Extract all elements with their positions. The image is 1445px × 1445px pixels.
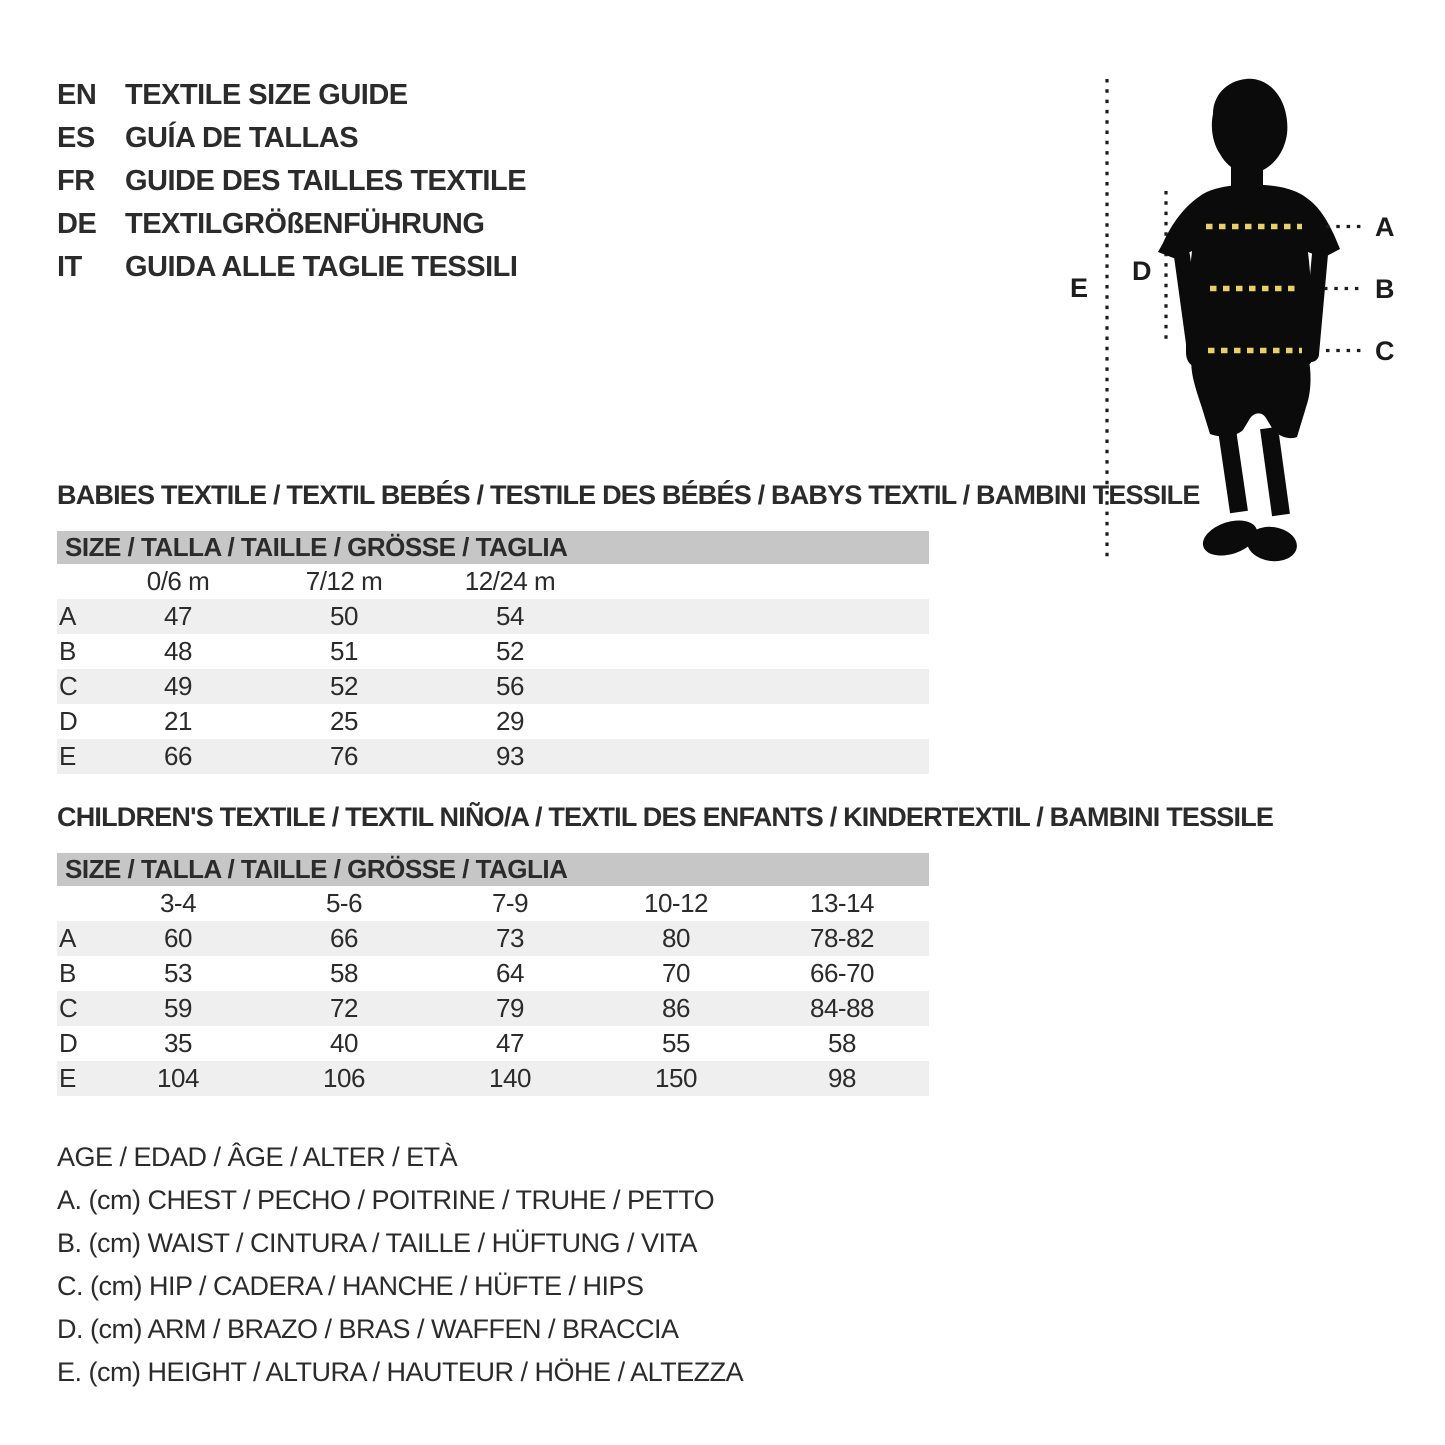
language-row-en	[57, 74, 526, 117]
cell-value: 29	[496, 706, 524, 736]
guide-title: GUÍA DE TALLAS	[125, 122, 359, 154]
cell-value: 86	[662, 993, 690, 1023]
cell-value: 80	[662, 923, 690, 953]
guide-title: GUIDE DES TAILLES TEXTILE	[125, 165, 527, 197]
table-row-c	[57, 991, 929, 1026]
filler-cell	[593, 634, 929, 669]
cell-value: 49	[164, 671, 192, 701]
cell-value: 58	[828, 1028, 856, 1058]
legend-waist: B. (cm) WAIST / CINTURA / TAILLE / HÜFTUNG / VITA	[57, 1228, 698, 1258]
cell-value: 54	[496, 601, 524, 631]
table-row-b	[57, 634, 929, 669]
language-row-it	[57, 246, 526, 289]
row-label: D	[59, 1028, 78, 1058]
table-row-a	[57, 921, 929, 956]
language-code: EN	[57, 79, 97, 111]
filler-cell	[593, 599, 929, 634]
cell-value: 79	[496, 993, 524, 1023]
guide-title: TEXTILGRÖßENFÜHRUNG	[125, 208, 485, 240]
cell-value: 72	[330, 993, 358, 1023]
legend-height: E. (cm) HEIGHT / ALTURA / HAUTEUR / HÖHE / ALTEZZA	[57, 1357, 744, 1387]
babies-column-header-row	[57, 564, 929, 599]
row-label: A	[59, 601, 76, 631]
column-header: 0/6 m	[146, 566, 210, 596]
column-header: 12/24 m	[464, 566, 556, 596]
filler-cell	[925, 1061, 929, 1096]
language-row-es	[57, 117, 526, 160]
cell-value: 35	[164, 1028, 192, 1058]
waist-label-b: B	[1375, 274, 1394, 304]
cell-value: 51	[330, 636, 358, 666]
row-label: B	[59, 958, 76, 988]
guide-title: GUIDA ALLE TAGLIE TESSILI	[125, 251, 518, 283]
cell-value: 58	[330, 958, 358, 988]
table-row-b	[57, 956, 929, 991]
column-header: 3-4	[159, 888, 197, 918]
cell-value: 25	[330, 706, 358, 736]
column-header: 10-12	[644, 888, 708, 918]
row-label: A	[59, 923, 76, 953]
column-header: 5-6	[325, 888, 363, 918]
table-row-c	[57, 669, 929, 704]
column-header: 7-9	[491, 888, 529, 918]
babies-section-title: BABIES TEXTILE / TEXTIL BEBÉS / TESTILE DES BÉBÉS / BABYS TEXTIL / BAMBINI TESSILE	[57, 480, 1200, 510]
row-label: C	[59, 993, 78, 1023]
cell-value: 48	[164, 636, 192, 666]
silhouette-shorts	[1191, 356, 1310, 438]
cell-value: 104	[157, 1063, 199, 1093]
children-column-header-row	[57, 886, 929, 921]
children-section-title: CHILDREN'S TEXTILE / TEXTIL NIÑO/A / TEXTIL DES ENFANTS / KINDERTEXTIL / BAMBINI TESSILE	[57, 802, 1274, 832]
cell-value: 55	[662, 1028, 690, 1058]
filler-cell	[925, 921, 929, 956]
cell-value: 60	[164, 923, 192, 953]
table-row-d	[57, 704, 929, 739]
cell-value: 150	[655, 1063, 697, 1093]
language-code: FR	[57, 165, 95, 197]
hip-label-c: C	[1375, 336, 1394, 366]
language-row-fr	[57, 160, 526, 203]
filler-cell	[593, 669, 929, 704]
cell-value: 53	[164, 958, 192, 988]
cell-value: 40	[330, 1028, 358, 1058]
cell-value: 52	[496, 636, 524, 666]
filler-cell	[593, 564, 929, 599]
height-label-e: E	[1070, 273, 1088, 303]
table-row-e	[57, 739, 929, 774]
measurement-figure	[1050, 60, 1445, 600]
cell-value: 84-88	[810, 993, 874, 1023]
filler-cell	[925, 991, 929, 1026]
cell-value: 98	[828, 1063, 856, 1093]
language-code: DE	[57, 208, 97, 240]
cell-value: 50	[330, 601, 358, 631]
cell-value: 56	[496, 671, 524, 701]
legend-chest: A. (cm) CHEST / PECHO / POITRINE / TRUHE / PETTO	[57, 1185, 715, 1215]
column-header: 7/12 m	[305, 566, 383, 596]
column-header: 13-14	[810, 888, 874, 918]
corner-cell	[57, 564, 95, 599]
cell-value: 140	[489, 1063, 531, 1093]
filler-cell	[925, 886, 929, 921]
cell-value: 106	[323, 1063, 365, 1093]
table-row-e	[57, 1061, 929, 1096]
cell-value: 66	[164, 741, 192, 771]
legend-age: AGE / EDAD / ÂGE / ALTER / ETÀ	[57, 1142, 458, 1172]
cell-value: 66	[330, 923, 358, 953]
guide-title: TEXTILE SIZE GUIDE	[125, 79, 408, 111]
silhouette-right-arm	[1311, 254, 1320, 354]
legend-arm: D. (cm) ARM / BRAZO / BRAS / WAFFEN / BRACCIA	[57, 1314, 679, 1344]
table-row-a	[57, 599, 929, 634]
cell-value: 78-82	[810, 923, 874, 953]
children-size-table-section	[57, 802, 1274, 1096]
cell-value: 47	[496, 1028, 524, 1058]
row-label: B	[59, 636, 76, 666]
cell-value: 64	[496, 958, 524, 988]
language-title-list	[57, 74, 526, 289]
chest-label-a: A	[1375, 212, 1394, 242]
cell-value: 70	[662, 958, 690, 988]
corner-cell	[57, 886, 95, 921]
filler-cell	[593, 739, 929, 774]
measurement-legend	[57, 1136, 743, 1394]
table-row-d	[57, 1026, 929, 1061]
row-label: C	[59, 671, 78, 701]
silhouette-left-leg	[1227, 430, 1239, 512]
arm-label-d: D	[1132, 256, 1151, 286]
cell-value: 21	[164, 706, 192, 736]
language-code: IT	[57, 251, 82, 283]
cell-value: 47	[164, 601, 192, 631]
row-label: E	[59, 741, 76, 771]
row-label: D	[59, 706, 78, 736]
babies-size-table-section	[57, 480, 1200, 774]
language-code: ES	[57, 122, 95, 154]
row-label: E	[59, 1063, 76, 1093]
cell-value: 52	[330, 671, 358, 701]
cell-value: 93	[496, 741, 524, 771]
language-row-de	[57, 203, 526, 246]
cell-value: 59	[164, 993, 192, 1023]
cell-value: 76	[330, 741, 358, 771]
filler-cell	[593, 704, 929, 739]
size-header-bar: SIZE / TALLA / TAILLE / GRÖSSE / TAGLIA	[57, 531, 929, 564]
filler-cell	[925, 1026, 929, 1061]
cell-value: 73	[496, 923, 524, 953]
silhouette-right-leg	[1269, 428, 1281, 515]
cell-value: 66-70	[810, 958, 874, 988]
filler-cell	[925, 956, 929, 991]
legend-hip: C. (cm) HIP / CADERA / HANCHE / HÜFTE / HIPS	[57, 1271, 644, 1301]
size-header-bar: SIZE / TALLA / TAILLE / GRÖSSE / TAGLIA	[57, 853, 929, 886]
